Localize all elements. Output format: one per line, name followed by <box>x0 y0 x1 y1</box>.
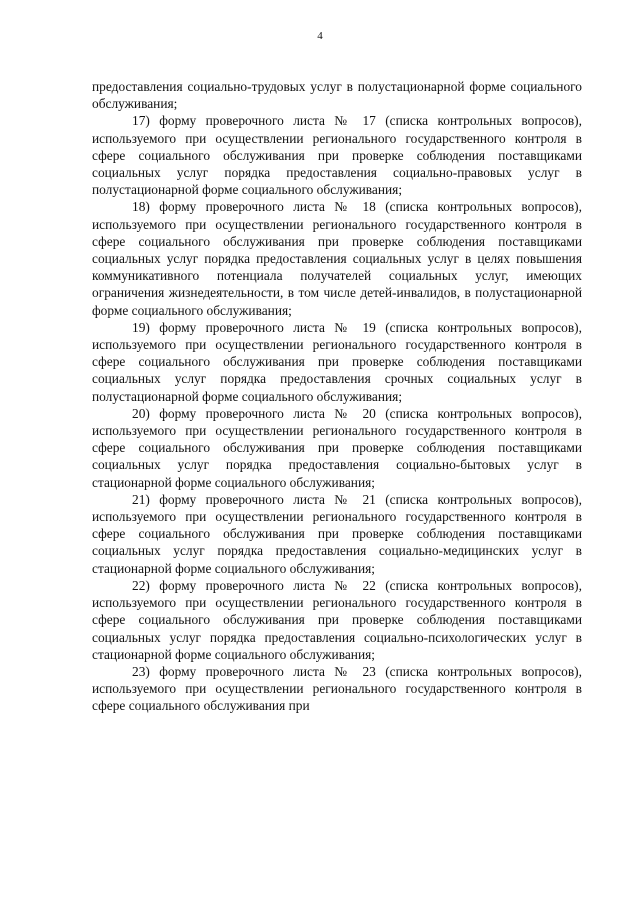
paragraph-continuation: предоставления социально-трудовых услуг в полустационарной форме социального обслуживания; <box>92 79 582 112</box>
paragraph-item-19: 19) форму проверочного листа № 19 (списка контрольных вопросов), используемого при осуществлении регионального государственного контроля в сфере социального обслуживания при проверке соблюдения поставщиками социальных услуг порядка предоставления срочных социальных услуг в полустационарной форме социального обслуживания; <box>92 319 582 404</box>
paragraph-item-20: 20) форму проверочного листа № 20 (списка контрольных вопросов), используемого при осуществлении регионального государственного контроля в сфере социального обслуживания при проверке соблюдения поставщиками социальных услуг порядка предоставления социально-бытовых услуг в стационарной форме социального обслуживания; <box>92 405 582 490</box>
document-body <box>92 78 582 715</box>
page-number: 4 <box>317 30 323 42</box>
paragraph-item-23: 23) форму проверочного листа № 23 (списка контрольных вопросов), используемого при осуществлении регионального государственного контроля в сфере социального обслуживания при <box>92 663 582 714</box>
paragraph-item-17: 17) форму проверочного листа № 17 (списка контрольных вопросов), используемого при осуществлении регионального государственного контроля в сфере социального обслуживания при проверке соблюдения поставщиками социальных услуг порядка предоставления социально-правовых услуг в полустационарной форме социального обслуживания; <box>92 113 582 198</box>
paragraph-item-21: 21) форму проверочного листа № 21 (списка контрольных вопросов), используемого при осуществлении регионального государственного контроля в сфере социального обслуживания при проверке соблюдения поставщиками социальных услуг порядка предоставления социально-медицинских услуг в стационарной форме социального обслуживания; <box>92 491 582 576</box>
paragraph-item-22: 22) форму проверочного листа № 22 (списка контрольных вопросов), используемого при осуществлении регионального государственного контроля в сфере социального обслуживания при проверке соблюдения поставщиками социальных услуг порядка предоставления социально-психологических услуг в стационарной форме социального обслуживания; <box>92 577 582 662</box>
paragraph-item-18: 18) форму проверочного листа № 18 (списка контрольных вопросов), используемого при осуществлении регионального государственного контроля в сфере социального обслуживания при проверке соблюдения поставщиками социальных услуг порядка предоставления социальных услуг в целях повышения коммуникативного потенциала получателей социальных услуг, имеющих ограничения жизнедеятельности, в том числе детей-инвалидов, в полустационарной форме социального обслуживания; <box>92 199 582 318</box>
